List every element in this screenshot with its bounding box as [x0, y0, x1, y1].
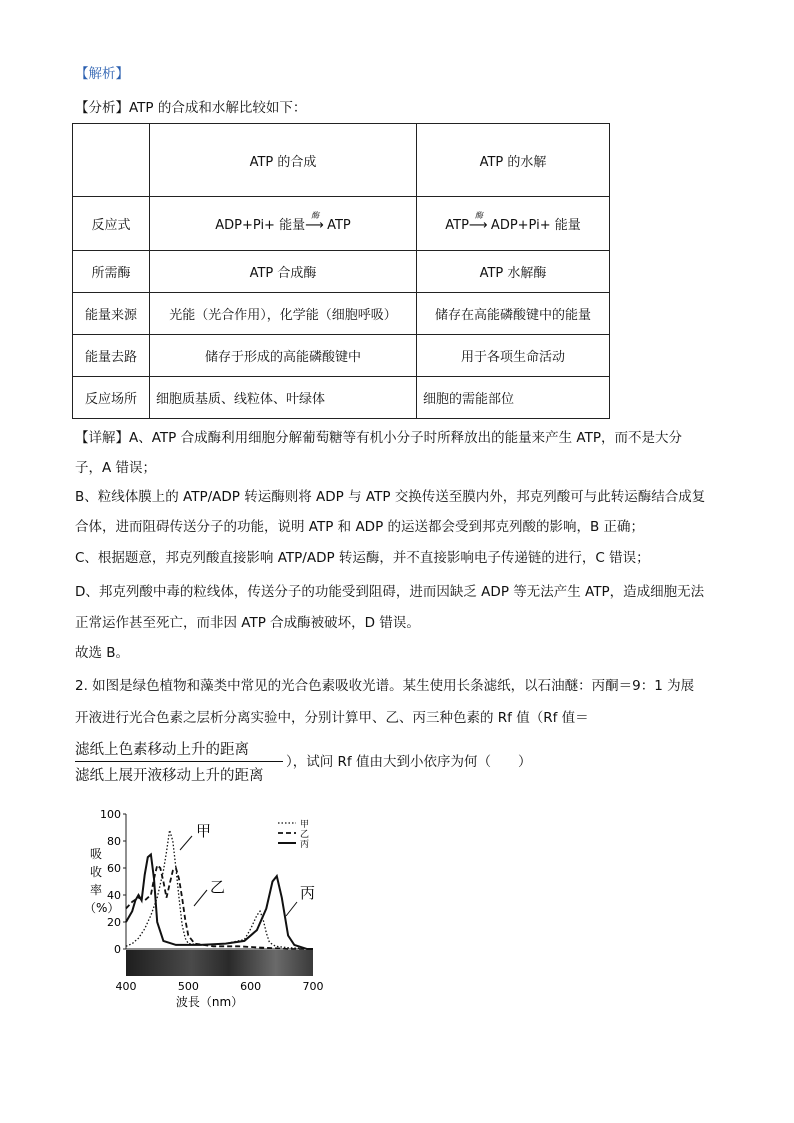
y-tick-label: 20	[107, 916, 121, 929]
y-tick-label: 60	[107, 862, 121, 875]
arrow-right-icon: ⟶	[468, 217, 488, 233]
legend-entry: 丙	[300, 840, 310, 850]
y-tick-label: 80	[107, 835, 121, 848]
table-cell: 光能（光合作用），化学能（细胞呼吸）	[150, 293, 417, 335]
analysis-intro: 【分析】ATP 的合成和水解比较如下：	[75, 100, 307, 116]
table-cell: ATP 合成酶	[150, 251, 417, 293]
x-axis-label: 波長（nm）	[175, 995, 244, 1009]
synthesis-equation	[150, 197, 417, 251]
spectrum-band	[126, 950, 313, 976]
annotation-label: 甲	[196, 822, 212, 840]
annotation-label: 乙	[210, 878, 226, 896]
x-tick-label: 500	[177, 980, 199, 993]
x-tick-label: 700	[302, 980, 324, 993]
detail-line-d1: D、邦克列酸中毒的粒线体，传送分子的功能受到阻碍，进而因缺乏 ADP 等无法产生 ATP，造成细胞无法	[75, 584, 705, 600]
table-header-row	[73, 124, 610, 197]
y-axis-label: 率	[90, 883, 103, 897]
enzyme-mark: 酶	[474, 210, 483, 220]
annotation-arrow	[194, 890, 207, 906]
y-tick-label: 0	[114, 943, 121, 956]
row-label: 反应式	[73, 197, 150, 251]
detail-line-c: C、根据题意，邦克列酸直接影响 ATP/ADP 转运酶，并不直接影响电子传递链的进行，C 错误；	[75, 550, 650, 566]
table-cell: 储存在高能磷酸键中的能量	[417, 293, 610, 335]
table-row	[73, 377, 610, 419]
table-header-empty	[73, 124, 150, 197]
table-cell: ATP 水解酶	[417, 251, 610, 293]
x-tick-label: 600	[240, 980, 262, 993]
series-line-丙	[126, 855, 316, 950]
arrow-right-icon: ⟶	[305, 217, 324, 233]
legend-entry: 甲	[300, 820, 310, 830]
row-label: 能量去路	[73, 335, 150, 377]
detail-line-d2: 正常运作甚至死亡，而非因 ATP 合成酶被破坏，D 错误。	[75, 615, 420, 631]
detail-line-a2: 子，A 错误；	[75, 460, 157, 476]
x-tick-label: 400	[115, 980, 137, 993]
table-row	[73, 335, 610, 377]
y-axis-label: （%）	[84, 901, 120, 915]
question-2-line-1: 2. 如图是绿色植物和藻类中常见的光合色素吸收光谱。某生使用长条滤纸，以石油醚：丙酮＝9：1 为展	[75, 678, 695, 694]
table-cell: 细胞质基质、线粒体、叶绿体	[150, 377, 417, 419]
fraction-bar	[75, 761, 283, 762]
table-row	[73, 293, 610, 335]
table-cell: 细胞的需能部位	[417, 377, 610, 419]
fraction-denominator: 滤纸上展开液移动上升的距离	[75, 768, 264, 784]
table-row	[73, 197, 610, 251]
rf-fraction	[75, 738, 283, 785]
table-row	[73, 251, 610, 293]
y-axis-label: 吸	[90, 847, 103, 861]
fraction-numerator: 滤纸上色素移动上升的距离	[75, 742, 249, 758]
legend-entry: 乙	[300, 830, 310, 840]
table-cell: 储存于形成的高能磷酸键中	[150, 335, 417, 377]
annotation-arrow	[180, 836, 192, 850]
annotation-label: 丙	[300, 884, 316, 902]
table-header-synthesis: ATP 的合成	[150, 124, 417, 197]
annotation-arrow	[286, 902, 297, 916]
atp-comparison-table	[72, 123, 610, 419]
answer-line: 故选 B。	[75, 645, 130, 661]
table-cell: 用于各项生命活动	[417, 335, 610, 377]
y-axis-label: 收	[90, 865, 103, 879]
detail-line-b2: 合体，进而阻碍传送分子的功能，说明 ATP 和 ADP 的运送都会受到邦克列酸的影响，B 正确；	[75, 519, 645, 535]
reaction-arrow	[305, 210, 327, 233]
absorption-spectrum-chart	[74, 806, 334, 1016]
enzyme-mark: 酶	[311, 210, 320, 220]
y-tick-label: 100	[100, 808, 121, 821]
question-2-line-2: 开液进行光合色素之层析分离实验中，分别计算甲、乙、丙三种色素的 Rf 值（Rf 值＝	[75, 710, 589, 726]
equation-left: ADP+Pi+ 能量	[215, 218, 306, 233]
table-header-hydrolysis: ATP 的水解	[417, 124, 610, 197]
equation-left: ATP	[445, 218, 469, 233]
detail-line-a1: 【详解】A、ATP 合成酶利用细胞分解葡萄糖等有机小分子时所释放出的能量来产生 ATP，而不是大分	[75, 430, 682, 446]
row-label: 能量来源	[73, 293, 150, 335]
section-label: 【解析】	[75, 66, 129, 82]
row-label: 反应场所	[73, 377, 150, 419]
y-tick-label: 40	[107, 889, 121, 902]
hydrolysis-equation	[417, 197, 610, 251]
detail-line-b1: B、粒线体膜上的 ATP/ADP 转运酶则将 ADP 与 ATP 交换传送至膜内外，邦克列酸可与此转运酶结合成复	[75, 489, 706, 505]
question-2-tail: ），试问 Rf 值由大到小依序为何（ ）	[286, 754, 532, 770]
reaction-arrow	[468, 210, 491, 233]
equation-right: ATP	[327, 218, 351, 233]
row-label: 所需酶	[73, 251, 150, 293]
equation-right: ADP+Pi+ 能量	[490, 218, 581, 233]
